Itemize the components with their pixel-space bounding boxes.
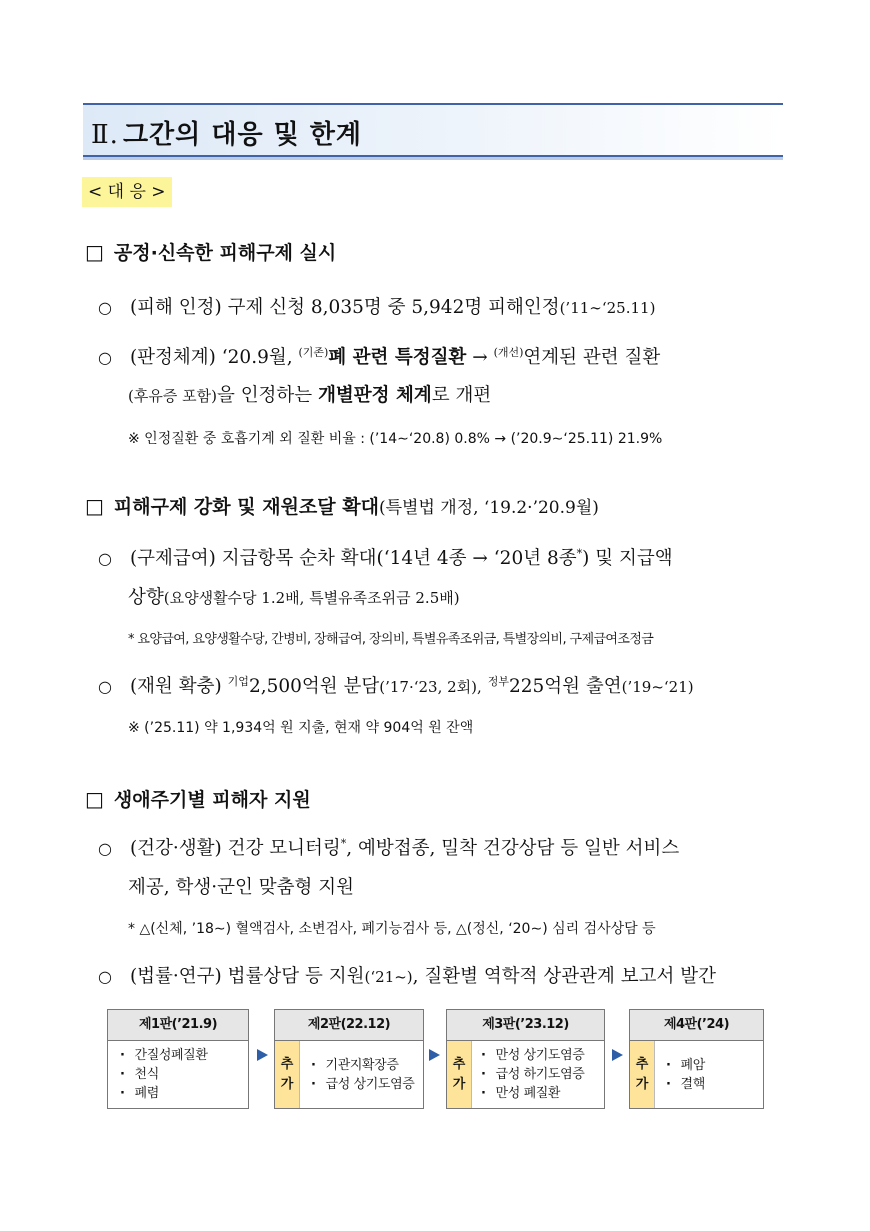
- checkbox-square-icon: □: [85, 494, 104, 518]
- timeline-card-list: [666, 1041, 705, 1108]
- timeline-card-2: [274, 1009, 424, 1109]
- bullet-judgment-system: ○ (판정체계) ‘20.9월, $^{(기존)}$폐 관련 특정질환 → $^{(개선)}$연계된 관련 질환: [98, 346, 661, 368]
- list-item: · 폐렴: [120, 1084, 208, 1103]
- timeline-card-4: [629, 1009, 764, 1109]
- section-heading: [83, 103, 783, 157]
- bullet-judgment-system-cont: (후유증 포함)을 인정하는 개별판정 체계로 개편: [128, 385, 492, 406]
- section-number: Ⅱ.: [91, 120, 119, 150]
- list-item: · 급성 하기도염증: [481, 1065, 584, 1084]
- list-item: · 급성 상기도염증: [311, 1075, 414, 1094]
- circle-bullet-icon: ○: [98, 677, 112, 696]
- list-item: · 천식: [120, 1065, 208, 1084]
- bullet-relief-benefits-cont: 상향(요양생활수당 1.2배, 특별유족조위금 2.5배): [128, 587, 460, 608]
- added-label: 추 가: [275, 1041, 300, 1108]
- added-label: 추 가: [630, 1041, 655, 1108]
- circle-bullet-icon: ○: [98, 298, 112, 317]
- bullet-legal-research: ○ (법률·연구) 법률상담 등 지원(‘21~), 질환별 역학적 상관관계 보고서 발간: [98, 966, 717, 987]
- checkbox-square-icon: □: [85, 240, 104, 264]
- bullet-victim-recognition: ○ (피해 인정) 구제 신청 8,035명 중 5,942명 피해인정(’11∼‘25.11): [98, 297, 656, 318]
- response-tag: < 대 응 >: [82, 177, 172, 207]
- circle-bullet-icon: ○: [98, 348, 112, 367]
- note-funding-balance: ※ (’25.11) 약 1,934억 원 지출, 현재 약 904억 원 잔액: [128, 720, 474, 736]
- list-item: · 간질성폐질환: [120, 1046, 208, 1065]
- timeline-card-title: 제4판(’24): [630, 1010, 763, 1041]
- circle-bullet-icon: ○: [98, 839, 112, 858]
- added-label: 추 가: [447, 1041, 472, 1108]
- list-item: · 폐암: [666, 1056, 705, 1075]
- list-item: · 만성 폐질환: [481, 1084, 584, 1103]
- box-heading-2: □ 피해구제 강화 및 재원조달 확대(특별법 개정, ‘19.2·’20.9월): [85, 494, 599, 518]
- list-item: · 기관지확장증: [311, 1056, 414, 1075]
- section-title: Ⅱ. 그간의 대응 및 한계: [91, 120, 363, 150]
- timeline-card-3: [446, 1009, 605, 1109]
- bullet-health-life-cont: 제공, 학생·군인 맞춤형 지원: [128, 877, 354, 898]
- circle-bullet-icon: ○: [98, 967, 112, 986]
- box-heading-1: □ 공정·신속한 피해구제 실시: [85, 240, 337, 264]
- bullet-funding: ○ (재원 확충) $^{기업}$2,500억원 분담(’17·‘23, 2회), $^{정부}$225억원 출연(’19~‘21): [98, 675, 694, 697]
- note-benefit-items: * 요양급여, 요양생활수당, 간병비, 장해급여, 장의비, 특별유족조위금, 특별장의비, 구제급여조정금: [128, 632, 654, 647]
- box-heading-3: □ 생애주기별 피해자 지원: [85, 787, 311, 811]
- arrow-right-icon: [429, 1049, 440, 1061]
- bullet-relief-benefits: ○ (구제급여) 지급항목 순차 확대(‘14년 4종 → ‘20년 8종*) 및 지급액: [98, 547, 673, 569]
- arrow-right-icon: [612, 1049, 623, 1061]
- arrow-right-icon: [257, 1049, 268, 1061]
- list-item: · 만성 상기도염증: [481, 1046, 584, 1065]
- list-item: · 결핵: [666, 1075, 705, 1094]
- note-disease-ratio: ※ 인정질환 중 호흡기계 외 질환 비율 : (’14∼‘20.8) 0.8% → (’20.9∼‘25.11) 21.9%: [128, 431, 663, 447]
- timeline-card-list: [311, 1041, 414, 1108]
- timeline-card-1: [107, 1009, 249, 1109]
- circle-bullet-icon: ○: [98, 549, 112, 568]
- timeline-card-title: 제1판(’21.9): [108, 1010, 248, 1041]
- bullet-health-life: ○ (건강·생활) 건강 모니터링*, 예방접종, 밀착 건강상담 등 일반 서비스: [98, 837, 680, 859]
- checkbox-square-icon: □: [85, 787, 104, 811]
- timeline-card-list: [481, 1041, 584, 1108]
- timeline-card-title: 제2판(22.12): [275, 1010, 423, 1041]
- note-health-programs: * △(신체, ’18∼) 혈액검사, 소변검사, 폐기능검사 등, △(정신, ‘20∼) 심리 검사상담 등: [128, 921, 656, 937]
- timeline-card-title: 제3판(’23.12): [447, 1010, 604, 1041]
- timeline-card-list: [120, 1041, 208, 1108]
